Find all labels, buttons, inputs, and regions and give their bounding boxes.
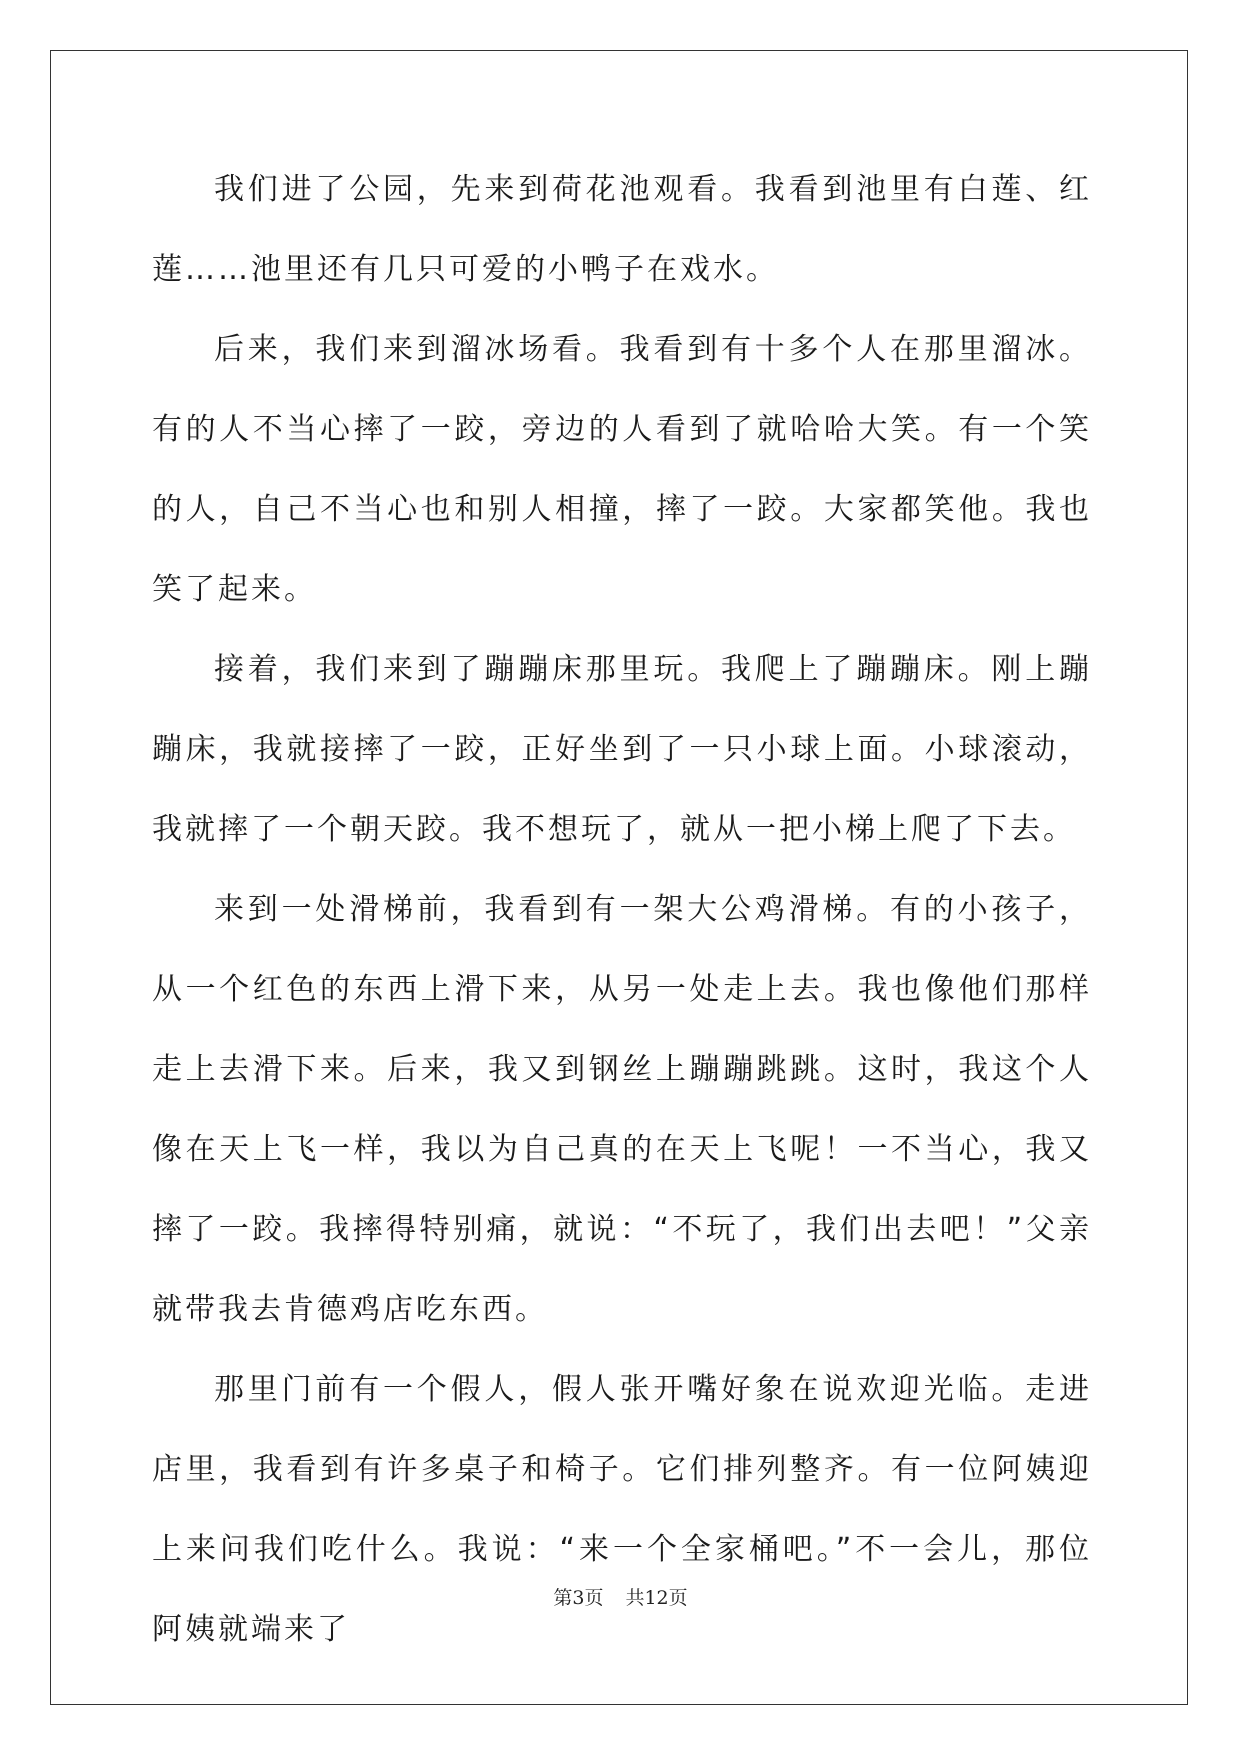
paragraph: 我们进了公园，先来到荷花池观看。我看到池里有白莲、红莲……池里还有几只可爱的小鸭子在戏水。 — [152, 172, 1092, 287]
page-number-current: 第3页 — [553, 1587, 604, 1609]
page-number-total: 共12页 — [625, 1587, 688, 1609]
page-footer — [0, 1583, 1241, 1610]
paragraph: 来到一处滑梯前，我看到有一架大公鸡滑梯。有的小孩子，从一个红色的东西上滑下来，从另一处走上去。我也像他们那样走上去滑下来。后来，我又到钢丝上蹦蹦跳跳。这时，我这个人像在天上飞一样，我以为自己真的在天上飞呢！一不当心，我又摔了一跤。我摔得特别痛，就说：“不玩了，我们出去吧！”父亲就带我去肯德鸡店吃东西。 — [152, 892, 1092, 1327]
paragraph: 接着，我们来到了蹦蹦床那里玩。我爬上了蹦蹦床。刚上蹦蹦床，我就接摔了一跤，正好坐到了一只小球上面。小球滚动，我就摔了一个朝天跤。我不想玩了，就从一把小梯上爬了下去。 — [152, 652, 1092, 847]
paragraph: 后来，我们来到溜冰场看。我看到有十多个人在那里溜冰。有的人不当心摔了一跤，旁边的人看到了就哈哈大笑。有一个笑的人，自己不当心也和别人相撞，摔了一跤。大家都笑他。我也笑了起来。 — [152, 332, 1092, 607]
document-body — [152, 150, 1092, 1670]
paragraph: 那里门前有一个假人，假人张开嘴好象在说欢迎光临。走进店里，我看到有许多桌子和椅子。它们排列整齐。有一位阿姨迎上来问我们吃什么。我说：“来一个全家桶吧。”不一会儿，那位阿姨就端来了 — [152, 1372, 1092, 1647]
